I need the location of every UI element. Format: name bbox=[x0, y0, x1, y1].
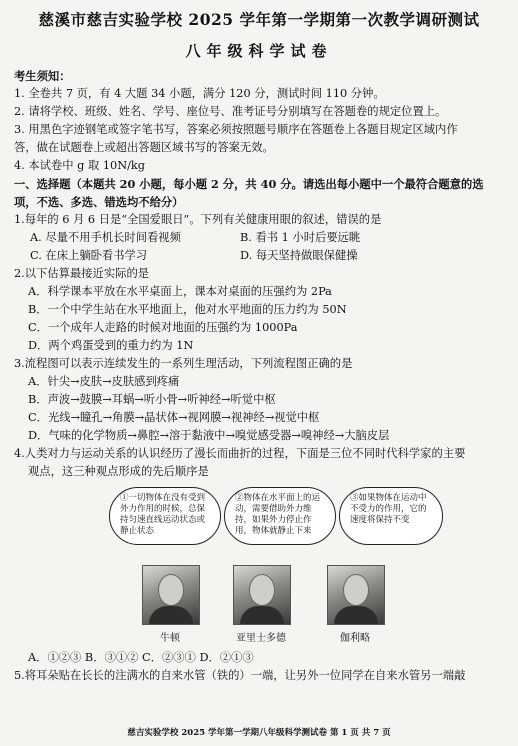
notice-item: 3. 用黑色字迹钢笔或签字笔书写，答案必须按照题号顺序在答题卷上各题目规定区域内作 bbox=[14, 123, 458, 136]
option-b: B. 看书 1 小时后要远眺 bbox=[240, 231, 361, 244]
notice-item: 1. 全卷共 7 页，有 4 大题 34 小题，满分 120 分，测试时间 110 分钟。 bbox=[14, 87, 385, 100]
option-d: D．两个鸡蛋受到的重力约为 1N bbox=[28, 339, 194, 352]
option-a: A．针尖→皮肤→皮肤感到疼痛 bbox=[28, 375, 180, 388]
option-c: C. 在床上躺卧看书学习 bbox=[30, 249, 148, 262]
exam-subtitle: 八年级科学试卷 bbox=[185, 42, 333, 60]
section-heading: 一、选择题（本题共 20 小题，每小题 2 分，共 40 分。请选出每小题中一个最符合题意的选 bbox=[14, 177, 484, 191]
aristotle-portrait bbox=[233, 565, 291, 625]
section-heading-cont: 项，不选、多选、错选均不给分） bbox=[14, 195, 184, 209]
scientists-figure bbox=[14, 487, 504, 649]
speech-bubble-1: ①一切物体在没有受到外力作用的时候，总保持匀速直线运动状态或静止状态 bbox=[109, 487, 221, 545]
option-c: C．光线→瞳孔→角膜→晶状体→视网膜→视神经→视觉中枢 bbox=[28, 411, 320, 424]
exam-title: 慈溪市慈吉实验学校 2025 学年第一学期第一次教学调研测试 bbox=[38, 10, 480, 29]
scientist-name: 牛顿 bbox=[160, 633, 180, 644]
notice-item: 4. 本试卷中 g 取 10N/kg bbox=[14, 159, 146, 172]
notice-item: 2. 请将学校、班级、姓名、学号、座位号、准考证号分别填写在答题卷的规定位置上。 bbox=[14, 105, 447, 118]
scientist-name: 伽利略 bbox=[340, 633, 370, 644]
question-3 bbox=[14, 355, 504, 445]
option-d: D．气味的化学物质→鼻腔→溶于黏液中→嗅觉感受器→嗅神经→大脑皮层 bbox=[28, 429, 390, 442]
question-stem: 4.人类对力与运动关系的认识经历了漫长而曲折的过程，下面是三位不同时代科学家的主要 bbox=[14, 447, 466, 460]
galileo-portrait bbox=[327, 565, 385, 625]
notice-item: 答，做在试题卷上或超出答题区域书写的答案无效。 bbox=[14, 141, 274, 154]
scientist-name: 亚里士多德 bbox=[236, 633, 286, 644]
question-4 bbox=[14, 445, 504, 667]
option-d: D. 每天坚持做眼保健操 bbox=[240, 249, 358, 262]
speech-bubble-2: ②物体在水平面上的运动，需要借助外力维持，如果外力停止作用，物体就静止下来 bbox=[224, 487, 336, 545]
notice-section bbox=[14, 67, 504, 175]
question-stem: 2.以下估算最接近实际的是 bbox=[14, 267, 150, 280]
question-stem: 1.每年的 6 月 6 日是“全国爱眼日”。下列有关健康用眼的叙述，错误的是 bbox=[14, 213, 382, 226]
question-stem: 3.流程图可以表示连续发生的一系列生理活动，下列流程图正确的是 bbox=[14, 357, 353, 370]
option-a: A．科学课本平放在水平桌面上，课本对桌面的压强约为 2Pa bbox=[28, 285, 332, 298]
question-5-stem: 5.将耳朵贴在长长的注满水的自来水管（铁的）一端，让另外一位同学在自来水管另一端敲 bbox=[14, 669, 466, 682]
answer-options: A．①②③ B．③①② C．②③① D．②①③ bbox=[28, 651, 254, 664]
question-stem-cont: 观点，这三种观点形成的先后顺序是 bbox=[28, 465, 209, 478]
option-row bbox=[14, 247, 504, 265]
option-a: A. 尽量不用手机长时间看视频 bbox=[30, 231, 181, 244]
newton-portrait bbox=[142, 565, 200, 625]
option-b: B．一个中学生站在水平地面上，他对水平地面的压力约为 50N bbox=[28, 303, 347, 316]
page-footer: 慈吉实验学校 2025 学年第一学期八年级科学测试卷 第 1 页 共 7 页 bbox=[127, 728, 391, 738]
option-c: C．一个成年人走路的时候对地面的压强约为 1000Pa bbox=[28, 321, 298, 334]
option-row bbox=[14, 229, 504, 247]
question-2 bbox=[14, 265, 504, 355]
question-1 bbox=[14, 211, 504, 265]
option-b: B．声波→鼓膜→耳蜗→听小骨→听神经→听觉中枢 bbox=[28, 393, 276, 406]
speech-bubble-3: ③如果物体在运动中不受力的作用，它的速度将保持不变 bbox=[339, 487, 443, 545]
notice-heading: 考生须知： bbox=[14, 69, 71, 83]
